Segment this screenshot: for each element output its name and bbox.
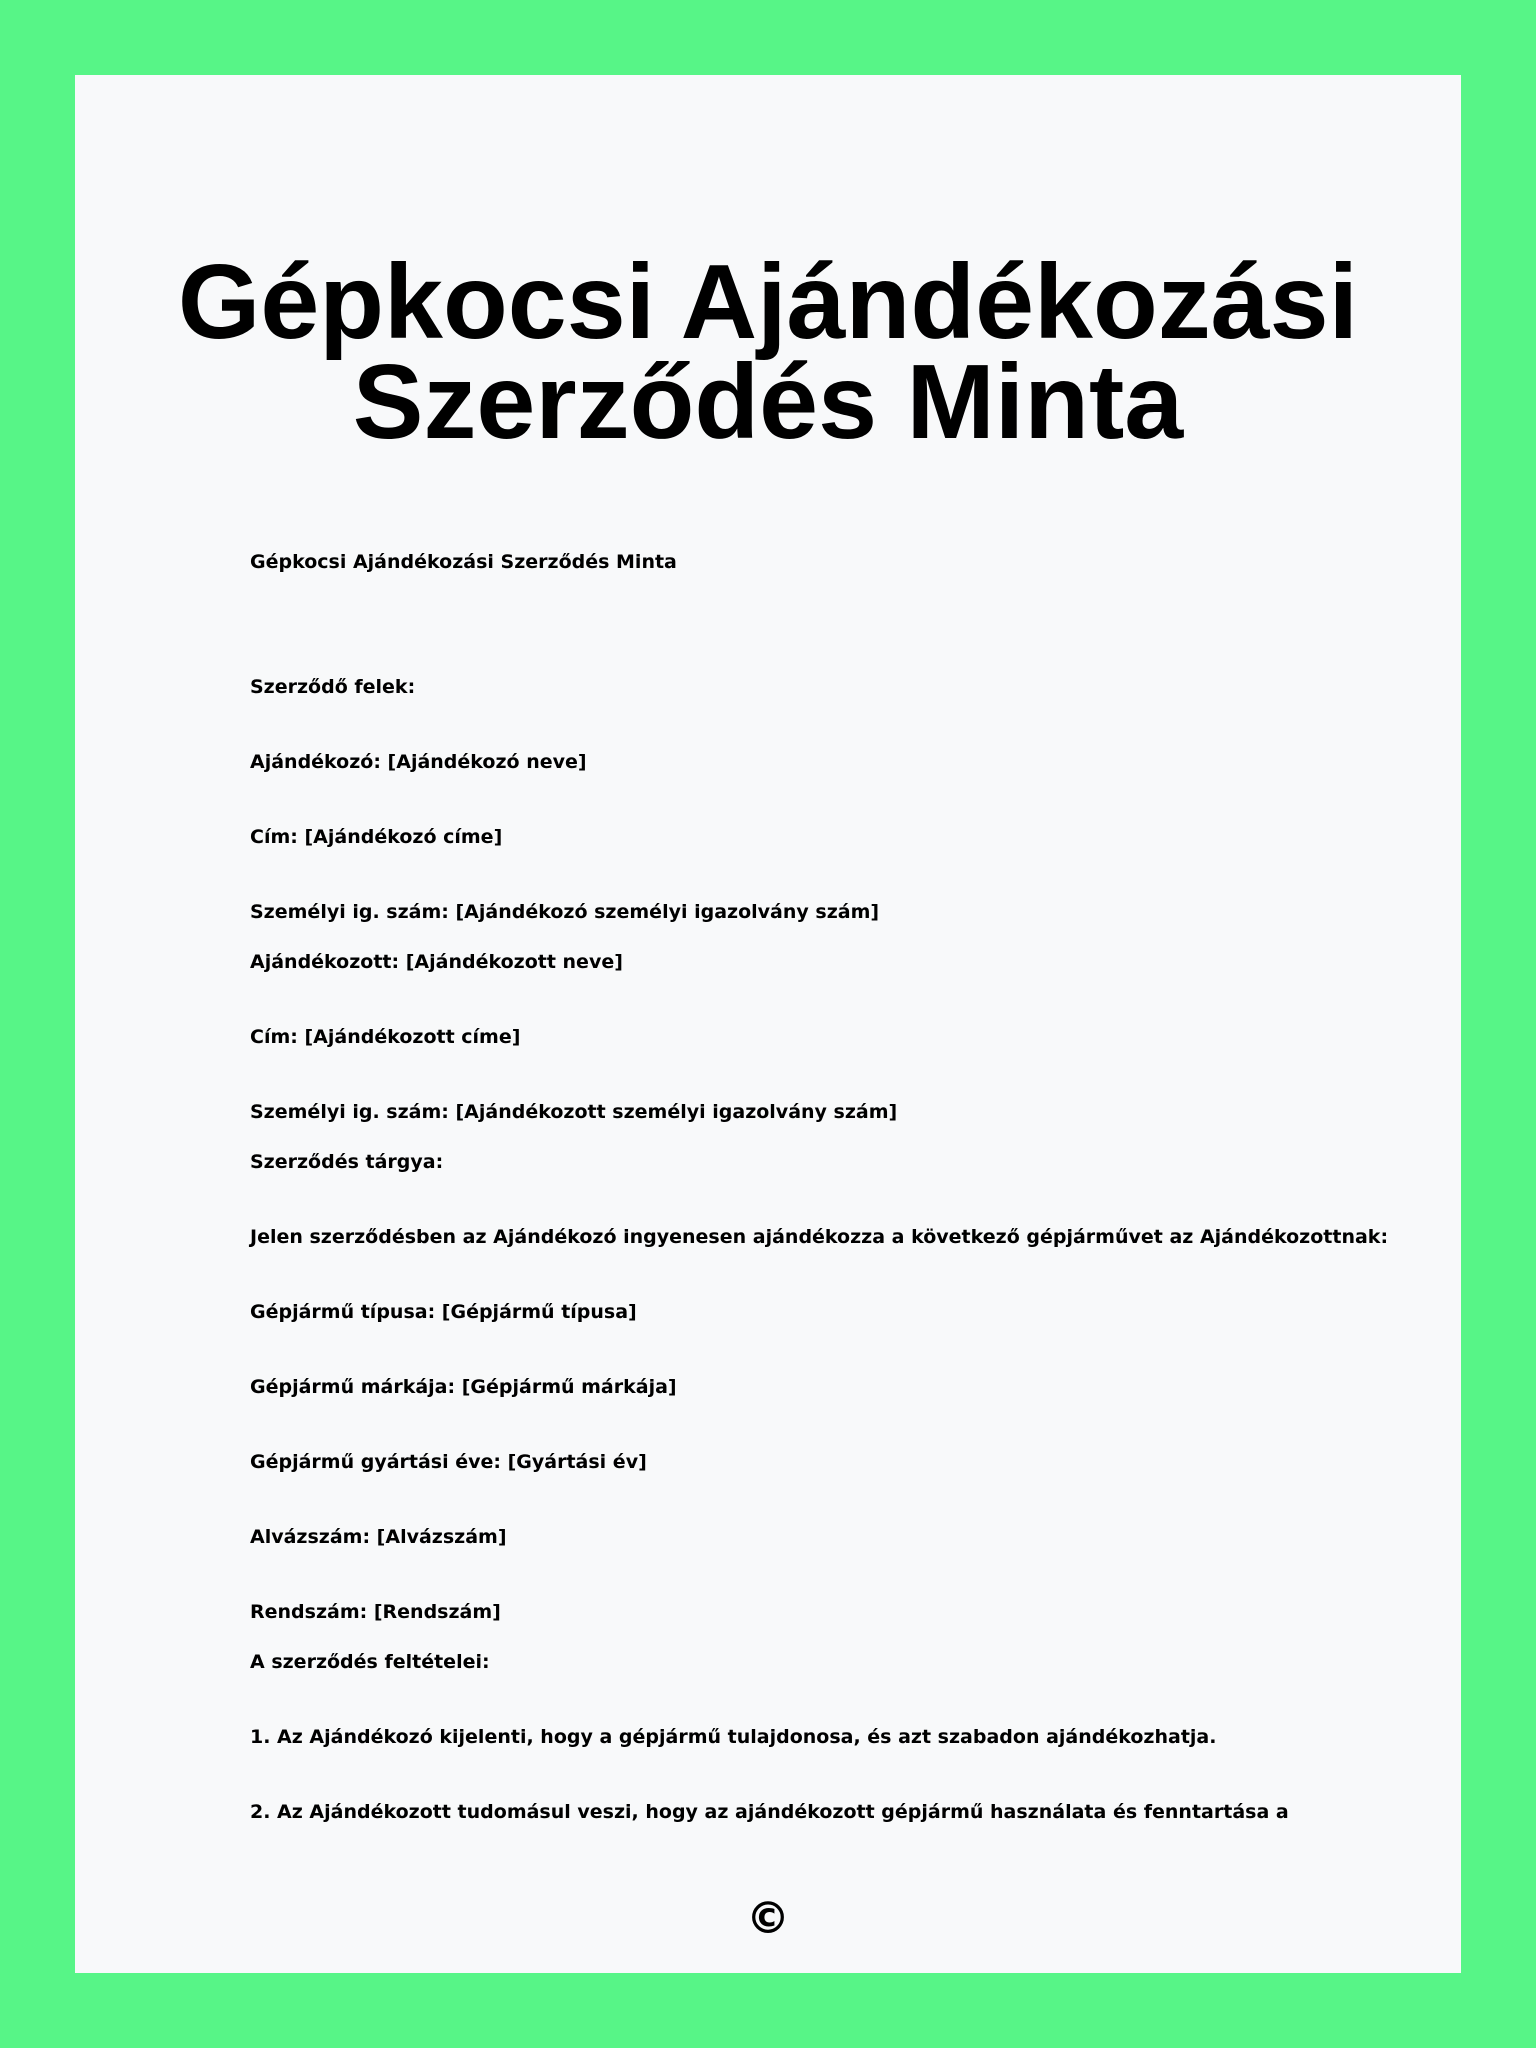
title-line-2: Szerződés Minta: [352, 343, 1184, 461]
recipient-address: Cím: [Ajándékozott címe]: [250, 1026, 521, 1048]
document-heading: Gépkocsi Ajándékozási Szerződés Minta: [250, 551, 677, 573]
vehicle-brand: Gépjármű márkája: [Gépjármű márkája]: [250, 1376, 677, 1398]
conditions-heading: A szerződés feltételei:: [250, 1651, 490, 1673]
subject-text: Jelen szerződésben az Ajándékozó ingyenesen ajándékozza a következő gépjárművet az Ajándékozottnak:: [250, 1226, 1389, 1248]
vehicle-type: Gépjármű típusa: [Gépjármű típusa]: [250, 1301, 637, 1323]
condition-1: 1. Az Ajándékozó kijelenti, hogy a gépjármű tulajdonosa, és azt szabadon ajándékozhatja.: [250, 1726, 1217, 1748]
donor-address: Cím: [Ajándékozó címe]: [250, 826, 503, 848]
document-page: [75, 75, 1461, 1973]
vehicle-year: Gépjármű gyártási éve: [Gyártási év]: [250, 1451, 647, 1473]
condition-2: 2. Az Ajándékozott tudomásul veszi, hogy az ajándékozott gépjármű használata és fenntartása a: [250, 1801, 1289, 1823]
title-line-1: Gépkocsi Ajándékozási: [177, 243, 1359, 361]
parties-heading: Szerződő felek:: [250, 676, 416, 698]
license-plate: Rendszám: [Rendszám]: [250, 1601, 501, 1623]
subject-heading: Szerződés tárgya:: [250, 1151, 444, 1173]
chassis-number: Alvázszám: [Alvázszám]: [250, 1526, 507, 1548]
donor-name: Ajándékozó: [Ajándékozó neve]: [250, 751, 587, 773]
recipient-id: Személyi ig. szám: [Ajándékozott személyi igazolvány szám]: [250, 1101, 898, 1123]
donor-id: Személyi ig. szám: [Ajándékozó személyi igazolvány szám]: [250, 901, 880, 923]
copyright-icon: ©: [746, 1893, 790, 1944]
page-title: [75, 243, 1461, 461]
recipient-name: Ajándékozott: [Ajándékozott neve]: [250, 951, 623, 973]
